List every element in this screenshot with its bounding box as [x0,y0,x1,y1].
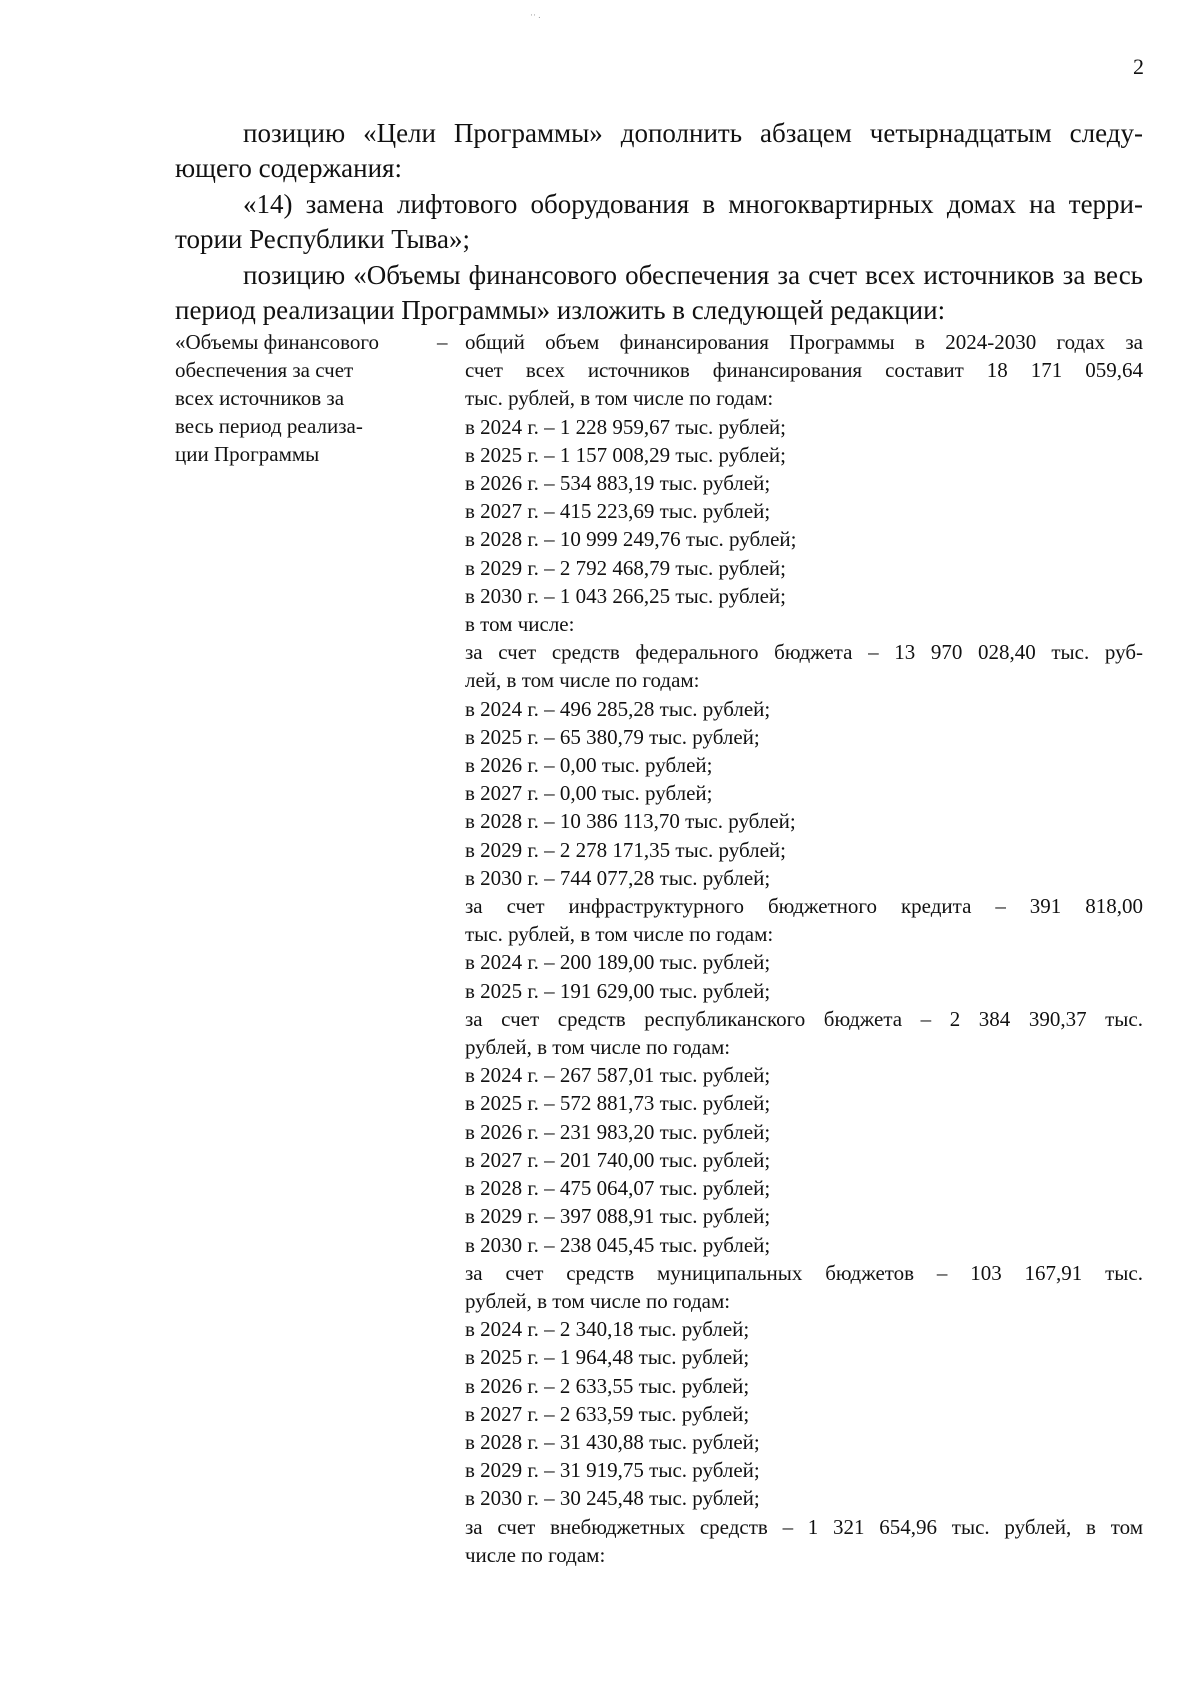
funding-line: в 2025 г. – 191 629,00 тыс. рублей; [465,978,771,1003]
funding-line: в 2029 г. – 2 792 468,79 тыс. рублей; [465,555,786,580]
funding-line: в том числе: [465,612,575,637]
funding-line: за счет средств федерального бюджета – 13 970 028,40 тыс. руб- [465,640,1143,665]
paragraph-funding-intro: позицию «Объемы финансового обеспечения за счет всех источников за весь период реализации Программы» изложить в следующей редакции: [175,260,1143,325]
funding-line: в 2029 г. – 2 278 171,35 тыс. рублей; [465,837,786,862]
label-line: ции Программы [175,442,320,466]
funding-line: в 2030 г. – 1 043 266,25 тыс. рублей; [465,583,786,608]
funding-line: рублей, в том числе по годам: [465,1288,731,1313]
funding-line: в 2030 г. – 30 245,48 тыс. рублей; [465,1486,760,1511]
funding-line: в 2024 г. – 267 587,01 тыс. рублей; [465,1063,771,1088]
funding-line: числе по годам: [465,1542,606,1567]
funding-line: в 2027 г. – 415 223,69 тыс. рублей; [465,499,771,524]
funding-line: в 2030 г. – 744 077,28 тыс. рублей; [465,865,771,890]
funding-line: рублей, в том числе по годам: [465,1035,731,1060]
label-line: всех источников за [175,386,345,410]
funding-line: в 2025 г. – 1 964,48 тыс. рублей; [465,1345,750,1370]
passport-funding-text [465,328,1143,1569]
page-number: 2 [1133,54,1144,79]
funding-line: в 2028 г. – 31 430,88 тыс. рублей; [465,1429,760,1454]
funding-line: за счет средств республиканского бюджета – 2 384 390,37 тыс. [465,1006,1143,1031]
funding-line: за счет внебюджетных средств – 1 321 654,96 тыс. рублей, в том [465,1514,1143,1539]
funding-line: в 2026 г. – 0,00 тыс. рублей; [465,753,713,778]
funding-line: в 2030 г. – 238 045,45 тыс. рублей; [465,1232,771,1257]
funding-passport-row [175,328,1143,1569]
funding-line: в 2027 г. – 2 633,59 тыс. рублей; [465,1401,750,1426]
label-line: обеспечения за счет [175,358,354,382]
funding-line: в 2028 г. – 10 386 113,70 тыс. рублей; [465,809,796,834]
funding-line: в 2029 г. – 397 088,91 тыс. рублей; [465,1204,771,1229]
funding-line: в 2024 г. – 496 285,28 тыс. рублей; [465,696,771,721]
funding-line: лей, в том числе по годам: [465,668,700,693]
funding-line: за счет инфраструктурного бюджетного кредита – 391 818,00 [465,894,1143,919]
funding-line: в 2027 г. – 0,00 тыс. рублей; [465,781,713,806]
funding-line: в 2027 г. – 201 740,00 тыс. рублей; [465,1147,771,1172]
funding-line: тыс. рублей, в том числе по годам: [465,922,774,947]
funding-line: тыс. рублей, в том числе по годам: [465,386,774,411]
funding-line: в 2026 г. – 534 883,19 тыс. рублей; [465,471,771,496]
funding-line: общий объем финансирования Программы в 2024-2030 годах за [465,330,1143,354]
funding-line: в 2024 г. – 2 340,18 тыс. рублей; [465,1317,750,1342]
funding-line: счет всех источников финансирования составит 18 171 059,64 [465,358,1143,383]
funding-line: в 2024 г. – 1 228 959,67 тыс. рублей; [465,414,786,439]
funding-line: в 2029 г. – 31 919,75 тыс. рублей; [465,1458,760,1483]
funding-line: в 2025 г. – 1 157 008,29 тыс. рублей; [465,442,786,467]
passport-dash: – [437,330,448,354]
funding-line: в 2026 г. – 2 633,55 тыс. рублей; [465,1373,750,1398]
funding-line: в 2028 г. – 10 999 249,76 тыс. рублей; [465,527,797,552]
label-line: весь период реализа- [175,414,363,438]
paragraph-item-14: «14) замена лифтового оборудования в многоквартирных домах на терри-тории Республики Тыва»; [175,189,1143,254]
paragraph-goals: позицию «Цели Программы» дополнить абзацем четырнадцатым следу-ющего содержания: [175,118,1143,183]
funding-line: в 2026 г. – 231 983,20 тыс. рублей; [465,1119,771,1144]
funding-line: в 2025 г. – 65 380,79 тыс. рублей; [465,724,760,749]
document-body [175,116,1143,1569]
funding-line: в 2024 г. – 200 189,00 тыс. рублей; [465,950,771,975]
scan-speck: ·· . [530,10,541,20]
funding-line: в 2028 г. – 475 064,07 тыс. рублей; [465,1176,771,1201]
funding-line: в 2025 г. – 572 881,73 тыс. рублей; [465,1091,771,1116]
funding-line: за счет средств муниципальных бюджетов – 103 167,91 тыс. [465,1260,1143,1285]
label-line: «Объемы финансового [175,330,379,354]
passport-position-label [175,328,415,468]
